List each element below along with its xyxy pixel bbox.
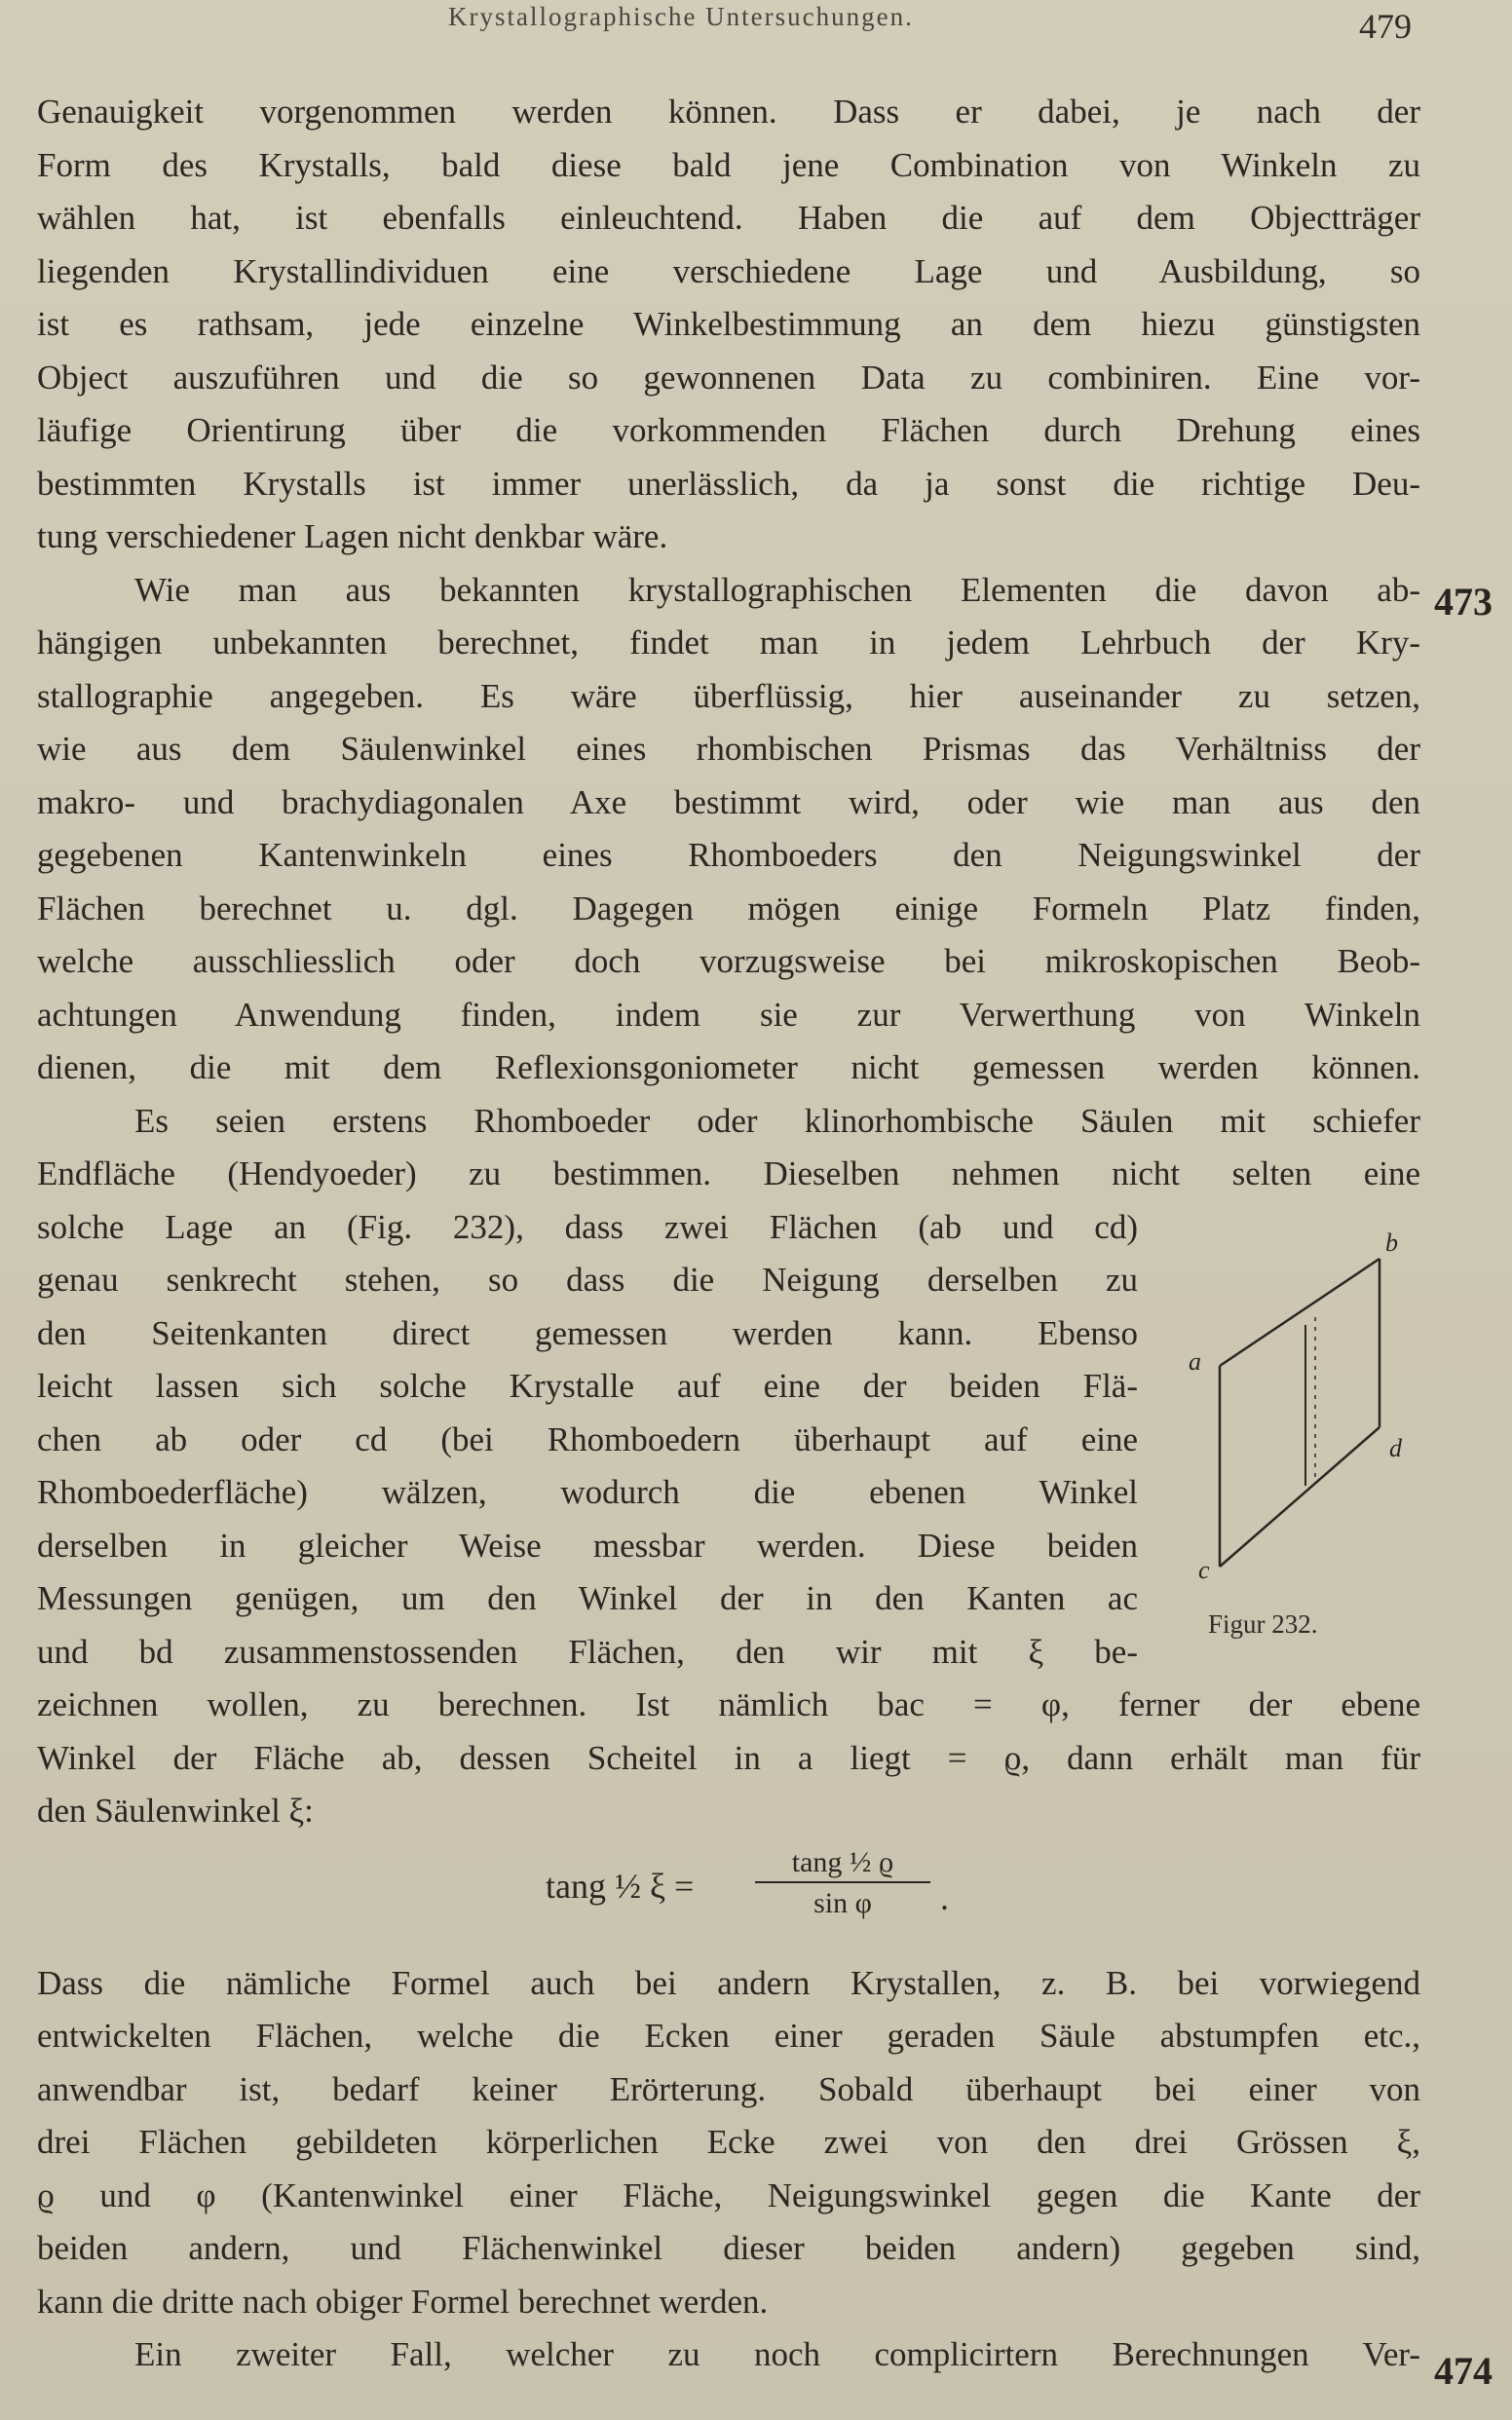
- text-line: dienen, die mit dem Reflexionsgoniometer nicht gemessen werden können.: [37, 1048, 1420, 1086]
- text-line: beiden andern, und Flächenwinkel dieser beiden andern) gegeben sind,: [37, 2229, 1420, 2267]
- text-line: hängigen unbekannten berechnet, findet man in jedem Lehrbuch der Kry-: [37, 624, 1420, 662]
- text-line: Object auszuführen und die so gewonnenen Data zu combiniren. Eine vor-: [37, 358, 1420, 397]
- figure-232-diagram: [1159, 1218, 1422, 1646]
- text-line: Ein zweiter Fall, welcher zu noch complicirtern Berechnungen Ver-: [134, 2335, 1420, 2373]
- text-line: Rhomboederfläche) wälzen, wodurch die ebenen Winkel: [37, 1473, 1138, 1511]
- text-line: entwickelten Flächen, welche die Ecken einer geraden Säule abstumpfen etc.,: [37, 2017, 1420, 2055]
- paragraph-4: [37, 1957, 1420, 2329]
- edge-a-b: [1220, 1259, 1380, 1366]
- formula-numerator: tang ½ ϱ: [755, 1846, 930, 1883]
- text-line: und bd zusammenstossenden Flächen, den wir mit ξ be-: [37, 1632, 1138, 1671]
- narrow-text-block: [37, 1201, 1138, 1680]
- paragraph-5: [37, 2328, 1420, 2382]
- label-d: d: [1389, 1434, 1402, 1462]
- formula: [546, 1846, 1013, 1934]
- formula-fraction: [755, 1846, 930, 1920]
- text-line: Es seien erstens Rhomboeder oder klinorhombische Säulen mit schiefer: [134, 1101, 1420, 1140]
- figure-caption: Figur 232.: [1208, 1609, 1318, 1639]
- text-line: ϱ und φ (Kantenwinkel einer Fläche, Neigungswinkel gegen die Kante der: [37, 2175, 1420, 2214]
- paragraph-2: [37, 564, 1420, 1095]
- text-line: ist es rathsam, jede einzelne Winkelbestimmung an dem hiezu günstigsten: [37, 305, 1420, 343]
- margin-number-474: 474: [1434, 2349, 1493, 2393]
- text-line: Endfläche (Hendyoeder) zu bestimmen. Dieselben nehmen nicht selten eine: [37, 1154, 1420, 1192]
- text-line: drei Flächen gebildeten körperlichen Ecke zwei von den drei Grössen ξ,: [37, 2123, 1420, 2161]
- text-line: makro- und brachydiagonalen Axe bestimmt wird, oder wie man aus den: [37, 782, 1420, 821]
- paragraph-1: [37, 86, 1420, 564]
- text-line: Winkel der Fläche ab, dessen Scheitel in a liegt = ϱ, dann erhält man für: [37, 1738, 1420, 1777]
- text-line: zeichnen wollen, zu berechnen. Ist nämlich bac = φ, ferner der ebene: [37, 1685, 1420, 1723]
- text-line: liegenden Krystallindividuen eine verschiedene Lage und Ausbildung, so: [37, 251, 1420, 290]
- text-line: leicht lassen sich solche Krystalle auf eine der beiden Flä-: [37, 1367, 1138, 1405]
- running-head: Krystallographische Untersuchungen.: [448, 2, 914, 31]
- formula-denominator: sin φ: [813, 1887, 872, 1919]
- text-line: läufige Orientirung über die vorkommenden Flächen durch Drehung eines: [37, 411, 1420, 449]
- text-line: Genauigkeit vorgenommen werden können. Dass er dabei, je nach der: [37, 93, 1420, 131]
- text-line: derselben in gleicher Weise messbar werden. Diese beiden: [37, 1526, 1138, 1565]
- text-line: tung verschiedener Lagen nicht denkbar wäre.: [37, 517, 668, 555]
- page-number: 479: [1359, 7, 1412, 46]
- text-line: den Säulenwinkel ξ:: [37, 1792, 314, 1830]
- text-line: welche ausschliesslich oder doch vorzugsweise bei mikroskopischen Beob-: [37, 942, 1420, 980]
- label-b: b: [1385, 1229, 1398, 1257]
- text-line: Form des Krystalls, bald diese bald jene Combination von Winkeln zu: [37, 145, 1420, 184]
- text-line: Dass die nämliche Formel auch bei andern Krystallen, z. B. bei vorwiegend: [37, 1963, 1420, 2002]
- label-c: c: [1198, 1556, 1210, 1584]
- text-line: stallographie angegeben. Es wäre überflüssig, hier auseinander zu setzen,: [37, 676, 1420, 715]
- label-a: a: [1189, 1347, 1201, 1376]
- text-line: den Seitenkanten direct gemessen werden kann. Ebenso: [37, 1313, 1138, 1352]
- text-line: anwendbar ist, bedarf keiner Erörterung. Sobald überhaupt bei einer von: [37, 2069, 1420, 2108]
- text-line: solche Lage an (Fig. 232), dass zwei Flächen (ab und cd): [37, 1207, 1138, 1246]
- page-header: [0, 0, 1512, 49]
- text-line: chen ab oder cd (bei Rhomboedern überhaupt auf eine: [37, 1419, 1138, 1458]
- text-line: genau senkrecht stehen, so dass die Neigung derselben zu: [37, 1261, 1138, 1299]
- formula-lhs: tang ½ ξ =: [546, 1867, 695, 1906]
- text-line: bestimmten Krystalls ist immer unerlässlich, da ja sonst die richtige Deu-: [37, 464, 1420, 503]
- text-line: wie aus dem Säulenwinkel eines rhombischen Prismas das Verhältniss der: [37, 730, 1420, 768]
- text-line: Flächen berechnet u. dgl. Dagegen mögen einige Formeln Platz finden,: [37, 889, 1420, 927]
- text-line: wählen hat, ist ebenfalls einleuchtend. Haben die auf dem Objectträger: [37, 199, 1420, 237]
- edge-c-d: [1220, 1427, 1380, 1567]
- text-line: kann die dritte nach obiger Formel berechnet werden.: [37, 2282, 769, 2321]
- text-line: Messungen genügen, um den Winkel der in den Kanten ac: [37, 1579, 1138, 1617]
- text-line: gegebenen Kantenwinkeln eines Rhomboeders den Neigungswinkel der: [37, 836, 1420, 874]
- text-line: achtungen Anwendung finden, indem sie zur Verwerthung von Winkeln: [37, 995, 1420, 1034]
- margin-number-473: 473: [1434, 580, 1493, 624]
- text-line: Wie man aus bekannten krystallographischen Elementen die davon ab-: [134, 570, 1420, 609]
- formula-period: .: [940, 1878, 949, 1917]
